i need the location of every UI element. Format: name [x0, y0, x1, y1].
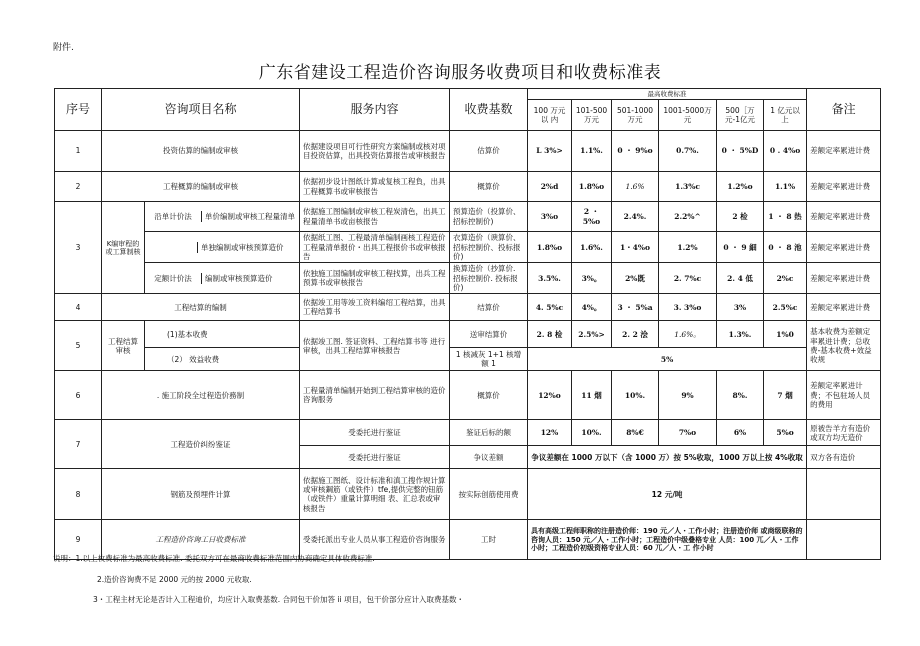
row-basis: 鉴证后标的额: [450, 420, 528, 446]
table-row: [55, 469, 881, 520]
page-title: 广东省建设工程造价咨询服务收费项目和收费标准表: [258, 63, 662, 83]
row-basis: 结算价: [450, 294, 528, 321]
row-service: 依据初步设计图纸计算或复核工程負，出具工程概算书或审核报告: [300, 172, 450, 202]
header-bracket: 1001-5000万元: [659, 100, 717, 131]
row-item-name: 钢筋及预埋件计算: [102, 469, 300, 520]
row-service: 依据施工图纸、设计标准和滇工搜作规计算或审核鋼筋（或铁件）tfe,提供完整的钮筋（或铁件）重量计算明细 表、汇总表或审核报告: [300, 469, 450, 520]
header-bracket: 501-1000 万元: [612, 100, 659, 131]
rate-cell: 2%d: [528, 172, 572, 202]
table-row: [55, 420, 881, 446]
rate-cell: 3 ・ 5%a: [612, 294, 659, 321]
row-remark: 差额定率累进计费: [807, 202, 881, 232]
row-group-label: K编审程的或工算制核: [102, 202, 145, 294]
header-service: 服务内容: [300, 89, 450, 131]
rate-cell: 1.8%o: [572, 172, 612, 202]
row-service: 依据纸工图、工程最清单编制画核工程造价工程量清单报价・出具工程报价书或审核报告: [300, 232, 450, 263]
row-basis: 工时: [450, 520, 528, 560]
rate-cell: 12%: [528, 420, 572, 446]
row-subitem-name: 编制或审核预算造价: [205, 273, 273, 283]
rate-cell: 2. 2 浍: [612, 321, 659, 348]
header-bracket: 100 万元以 内: [528, 100, 572, 131]
rate-cell: 0 ・ 5%D: [717, 131, 764, 172]
row-seq: 2: [55, 172, 102, 202]
table-row: [55, 131, 881, 172]
table-row: [55, 232, 881, 263]
attachment-label: 附件.: [53, 43, 74, 53]
row-service: 受委托进行鉴证: [300, 446, 450, 469]
note-line: 3・工程主材无论是否计入工程迪价，均应计入取费基数. 合同包干价加答 ii 项目，包干价部分应计入取费基数・: [93, 595, 464, 604]
rate-cell: 4. 5%c: [528, 294, 572, 321]
header-seq: 序号: [55, 89, 102, 131]
row-remark: 差额定率累进计费: [807, 172, 881, 202]
row-item-name: 工程造价纠纷鉴证: [102, 420, 300, 469]
rate-cell: 2 ・ 5%o: [572, 202, 612, 232]
rate-cell: 7 烟: [764, 371, 807, 420]
row-item-name: 工程结算的编制: [102, 294, 300, 321]
row-service: 依据竣工用等竣工资料编绍工程结算，出具工程结算书: [300, 294, 450, 321]
rate-cell: 10%.: [612, 371, 659, 420]
table-row: [55, 371, 881, 420]
rate-cell: 1.6%。: [659, 321, 717, 348]
row-seq: 8: [55, 469, 102, 520]
rate-cell: 2%c: [764, 263, 807, 294]
header-bracket: 500［万元-1亿元: [717, 100, 764, 131]
rate-cell: 0 . 4%o: [764, 131, 807, 172]
rate-cell: 1.2%o: [717, 172, 764, 202]
rate-cell: 1.3%.: [717, 321, 764, 348]
rate-cell: 2%既: [612, 263, 659, 294]
row-remark: 双方各有造价: [807, 446, 881, 469]
rate-cell: 2 检: [717, 202, 764, 232]
row-basis: 送审结算价: [450, 321, 528, 348]
rate-cell: L 3%>: [528, 131, 572, 172]
row-basis: 争议差额: [450, 446, 528, 469]
row-seq: 3: [55, 202, 102, 294]
header-remark: 备注: [807, 89, 881, 131]
note-line: 2.造价咨询费不足 2000 元的按 2000 元收取.: [97, 575, 252, 584]
row-basis: 换算造价（抄算价. 招标控制价. 投标报价): [450, 263, 528, 294]
rate-cell-merged: 5%: [528, 348, 807, 371]
row-item-name: [145, 263, 300, 294]
row-basis: 1 核减灰 1+1 核增额 1: [450, 348, 528, 371]
rate-cell: 10%.: [572, 420, 612, 446]
rate-cell: 3. 3%o: [659, 294, 717, 321]
row-subgroup-label: 沿单计价法: [145, 211, 202, 222]
row-subitem-name: （2） 效益收费: [145, 348, 300, 371]
header-bracket: 101-500万元: [572, 100, 612, 131]
rate-cell: 8%€: [612, 420, 659, 446]
rate-cell: 1.6%.: [572, 232, 612, 263]
row-remark: 差额定率累进计费: [807, 232, 881, 263]
rate-cell: 3%。: [572, 263, 612, 294]
rate-cell: 3%o: [528, 202, 572, 232]
row-remark: 差额定率累进计费: [807, 294, 881, 321]
row-subgroup-label: 定额计价法: [145, 273, 202, 284]
row-service: 依独施工国编制或审核工程找算，出兵工程预算书或审核报告: [300, 263, 450, 294]
row-subitem-name: (1)基本收费: [145, 321, 300, 348]
row-basis: 概算价: [450, 371, 528, 420]
row-subitem-name: 单独编制或审核预算造价: [201, 242, 284, 252]
rate-cell: 2.5%c: [764, 294, 807, 321]
rate-cell: 2.4%.: [612, 202, 659, 232]
rate-cell: 1.1%.: [572, 131, 612, 172]
row-item-name: [145, 232, 300, 263]
rate-cell: 3.5%.: [528, 263, 572, 294]
rate-cell: 2.5%>: [572, 321, 612, 348]
row-remark: 差额定率累进计费: [807, 131, 881, 172]
note-line: 说明：1.以上枚费标准为最高收费标准. 委托双方可在最商收费标准范围内协商确定具体收费标准.: [53, 554, 375, 563]
rate-cell: 2. 4 低: [717, 263, 764, 294]
rate-cell: 0 ・ 8 池: [764, 232, 807, 263]
table-row: [55, 348, 881, 371]
row-seq: 6: [55, 371, 102, 420]
row-service: 工程量清单编制开始到工程结算审核的造价咨询服务: [300, 371, 450, 420]
row-item-name: 工程造价咨询工日收费标准: [102, 520, 300, 560]
table-row: [55, 321, 881, 348]
row-seq: 4: [55, 294, 102, 321]
row-remark: 基本收费为差额定率累进计费；总收费-基本收费+效益收规: [807, 321, 881, 371]
rate-cell: 9%: [659, 371, 717, 420]
rate-cell: 1.3%c: [659, 172, 717, 202]
rate-cell: 11 烟: [572, 371, 612, 420]
rate-cell: 2. 8 检: [528, 321, 572, 348]
row-basis: 按实际创筋使用费: [450, 469, 528, 520]
header-basis: 收费基数: [450, 89, 528, 131]
table-row: [55, 294, 881, 321]
row-service: 受委托进行鉴证: [300, 420, 450, 446]
row-item-name: 工程概算的编制或审核: [102, 172, 300, 202]
rate-cell: 1.1%: [764, 172, 807, 202]
rate-cell: 12%o: [528, 371, 572, 420]
rate-cell: 1・4%o: [612, 232, 659, 263]
rate-cell: 0 ・ 9 細: [717, 232, 764, 263]
table-row: [55, 172, 881, 202]
row-seq: 7: [55, 420, 102, 469]
fee-table: [54, 88, 881, 560]
rate-cell: 7%o: [659, 420, 717, 446]
rate-cell: 1.2%: [659, 232, 717, 263]
rate-cell: 2.2%^: [659, 202, 717, 232]
rate-cell-merged: 争议差额在 1000 万以下（含 1000 万）按 5%收取，1000 万以上按 4%收取: [528, 446, 807, 469]
header-top-rate: 最高收费标准: [528, 89, 807, 100]
row-remark: 差额定率累进计费: [807, 263, 881, 294]
header-bracket: 1 亿元以上: [764, 100, 807, 131]
row-remark: 差额定率累进计费；不包驻场人员的费用: [807, 371, 881, 420]
row-service: 依据施工图编制或审核工程炭清色，出具工程量清单书或亩核报告: [300, 202, 450, 232]
rate-cell: 3%: [717, 294, 764, 321]
row-seq: 9: [55, 520, 102, 560]
row-basis: 衣算造价（谀算价、招标控制价、投标报价): [450, 232, 528, 263]
row-item-name: . 施工阶段全过程造价務制: [102, 371, 300, 420]
row-seq: 5: [55, 321, 102, 371]
row-service: 依据竣工图. 签证资料、工程结算书等 进行审核，出具工程结算审核报告: [300, 321, 450, 371]
rate-cell: 1%0: [764, 321, 807, 348]
rate-cell: 0 ・ 9%o: [612, 131, 659, 172]
rate-cell: 4%。: [572, 294, 612, 321]
row-subitem-name: 单价编制或审核工程量清单: [205, 211, 295, 221]
table-row: [55, 202, 881, 232]
rate-cell-merged: 具有高级工程师职称的注册造价师：190 元／人・工作小时；注册造价师 或商级联称的咨询人员：150 元／人・工作小时；工程造价中级叠格专业 人员：100 兀／人・工作小时；工程造价初级资格专业人员：60 兀／人・工 作小时: [528, 520, 807, 560]
rate-cell: 6%: [717, 420, 764, 446]
header-row-1: [55, 89, 881, 100]
rate-cell: 1.8%o: [528, 232, 572, 263]
row-item-name: 投资估算的编制或审核: [102, 131, 300, 172]
table-row: [55, 263, 881, 294]
row-service: 受委托派出专业人员从事工程造价咨询服务: [300, 520, 450, 560]
row-basis: 预算造价（投算价、招标控制价): [450, 202, 528, 232]
row-item-name: 工程结算审核: [102, 321, 145, 371]
rate-cell: 5%o: [764, 420, 807, 446]
row-item-name: [145, 202, 300, 232]
rate-cell-merged: 12 元/吨: [528, 469, 807, 520]
rate-cell: 1 ・ 8 热: [764, 202, 807, 232]
row-basis: 估算价: [450, 131, 528, 172]
header-item-name: 咨询项目名称: [102, 89, 300, 131]
rate-cell: 1.6%: [612, 172, 659, 202]
row-basis: 概算价: [450, 172, 528, 202]
row-remark: 原被告羊方有造价或双方均无造价: [807, 420, 881, 446]
row-seq: 1: [55, 131, 102, 172]
rate-cell: 0.7%.: [659, 131, 717, 172]
row-service: 依据建设项目可行性研究方案编制或核对项目投资估算，出具投资估算报告或审核报告: [300, 131, 450, 172]
rate-cell: 2. 7%c: [659, 263, 717, 294]
rate-cell: 8%.: [717, 371, 764, 420]
